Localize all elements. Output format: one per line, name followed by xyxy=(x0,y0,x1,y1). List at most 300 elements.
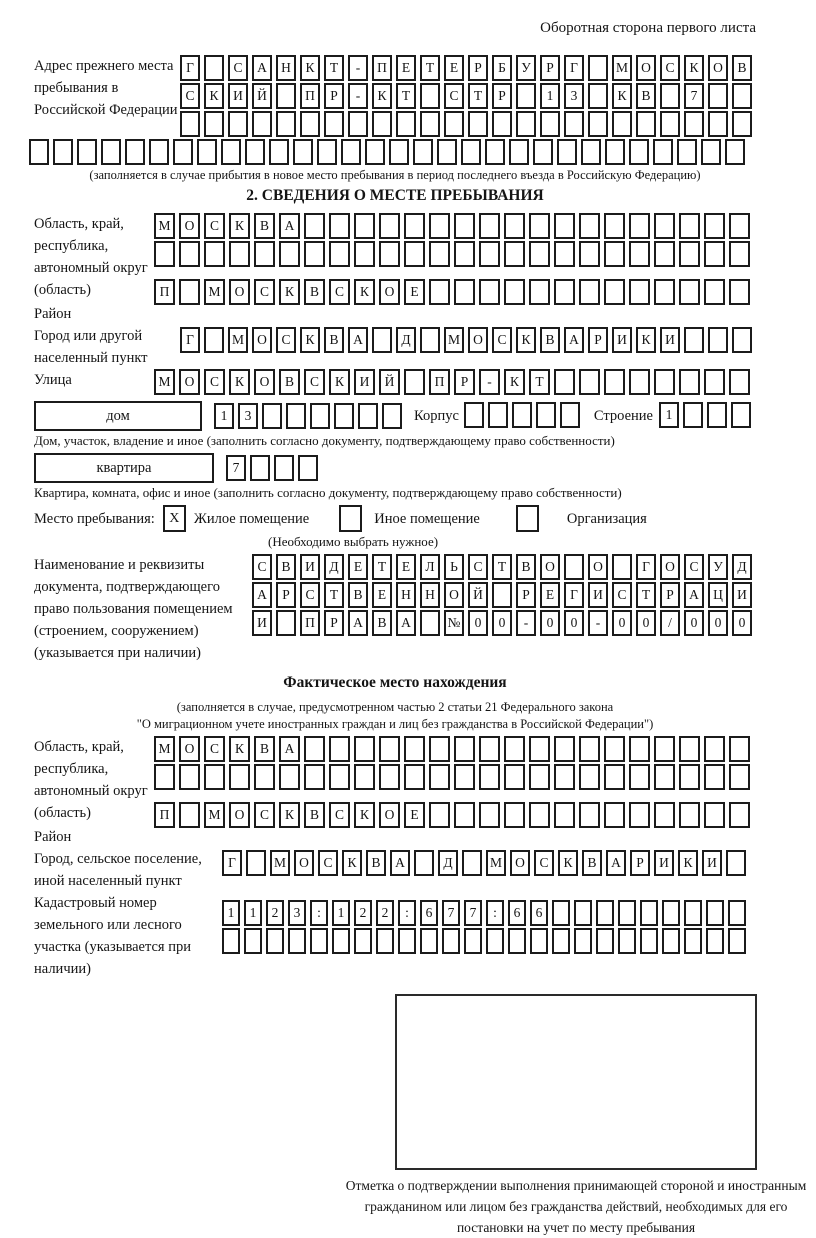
form-cell xyxy=(729,736,750,762)
factual-city-block xyxy=(34,848,756,892)
form-cell xyxy=(204,327,224,353)
form-cell xyxy=(604,764,625,790)
form-cell: Р xyxy=(516,582,536,608)
form-cell xyxy=(413,139,433,165)
form-cell xyxy=(604,241,625,267)
form-cell xyxy=(725,139,745,165)
form-cell xyxy=(197,139,217,165)
form-cell: И xyxy=(654,850,674,876)
form-cell xyxy=(596,928,614,954)
form-cell: Б xyxy=(492,55,512,81)
form-cell: Р xyxy=(630,850,650,876)
form-cell xyxy=(379,213,400,239)
form-cell: 2 xyxy=(266,900,284,926)
prev-address-row-4 xyxy=(29,139,756,165)
section2-title: 2. СВЕДЕНИЯ О МЕСТЕ ПРЕБЫВАНИЯ xyxy=(246,187,544,204)
apartment-block xyxy=(34,453,756,483)
form-cell xyxy=(464,402,484,428)
region-row-2 xyxy=(154,241,750,267)
form-cell: О xyxy=(179,213,200,239)
form-cell xyxy=(204,764,225,790)
form-cell: 0 xyxy=(540,610,560,636)
form-cell xyxy=(677,139,697,165)
form-cell: С xyxy=(204,369,225,395)
form-cell xyxy=(554,241,575,267)
form-cell xyxy=(479,241,500,267)
form-cell: С xyxy=(612,582,632,608)
form-cell xyxy=(420,111,440,137)
factual-region-row-1 xyxy=(154,736,750,762)
form-cell xyxy=(530,928,548,954)
form-cell: И xyxy=(660,327,680,353)
apartment-number-cells xyxy=(226,455,318,481)
form-cell xyxy=(729,213,750,239)
form-cell: О xyxy=(444,582,464,608)
form-cell xyxy=(180,111,200,137)
form-cell: Р xyxy=(324,83,344,109)
form-cell: Р xyxy=(588,327,608,353)
form-cell: 0 xyxy=(492,610,512,636)
form-cell: 0 xyxy=(564,610,584,636)
form-cell xyxy=(329,764,350,790)
prev-address-cells xyxy=(180,55,752,139)
form-cell: 2 xyxy=(376,900,394,926)
factual-region-row-2 xyxy=(154,764,750,790)
form-cell xyxy=(429,279,450,305)
form-cell xyxy=(204,241,225,267)
form-cell: К xyxy=(229,736,250,762)
form-cell xyxy=(726,850,746,876)
form-cell: С xyxy=(276,327,296,353)
form-cell: В xyxy=(582,850,602,876)
form-cell xyxy=(540,111,560,137)
prev-address-row-1 xyxy=(180,55,752,81)
form-cell: 0 xyxy=(684,610,704,636)
form-cell: С xyxy=(318,850,338,876)
form-cell xyxy=(728,900,746,926)
form-cell xyxy=(179,802,200,828)
form-cell xyxy=(341,139,361,165)
document-row-1 xyxy=(252,554,752,580)
form-cell: 1 xyxy=(332,900,350,926)
form-cell: - xyxy=(348,83,368,109)
form-cell: С xyxy=(204,213,225,239)
prev-address-row-3 xyxy=(180,111,752,137)
form-cell xyxy=(654,802,675,828)
form-cell xyxy=(629,764,650,790)
form-cell xyxy=(286,403,306,429)
form-cell: 3 xyxy=(564,83,584,109)
form-cell xyxy=(252,111,272,137)
stay-option-organization-label: Организация xyxy=(566,510,647,527)
form-cell xyxy=(629,279,650,305)
form-cell xyxy=(529,736,550,762)
form-cell: И xyxy=(252,610,272,636)
form-cell xyxy=(560,402,580,428)
form-cell xyxy=(324,111,344,137)
form-cell: К xyxy=(636,327,656,353)
city-label: Город или другой населенный пункт xyxy=(34,328,148,366)
form-cell xyxy=(504,241,525,267)
form-cell: М xyxy=(154,369,175,395)
form-cell: С xyxy=(660,55,680,81)
form-cell: 0 xyxy=(732,610,752,636)
cadastre-row-2 xyxy=(222,928,746,954)
form-cell: М xyxy=(270,850,290,876)
form-cell xyxy=(704,802,725,828)
form-cell: О xyxy=(379,279,400,305)
form-cell xyxy=(579,802,600,828)
form-cell xyxy=(536,402,556,428)
form-cell xyxy=(728,928,746,954)
form-cell xyxy=(404,369,425,395)
city-row xyxy=(180,327,752,353)
form-cell xyxy=(704,279,725,305)
form-cell xyxy=(704,241,725,267)
form-cell xyxy=(379,764,400,790)
form-cell: К xyxy=(300,327,320,353)
house-note: Дом, участок, владение и иное (заполнить согласно документу, подтверждающему право собственности) xyxy=(34,433,615,448)
form-cell: О xyxy=(229,279,250,305)
form-cell: У xyxy=(708,554,728,580)
form-cell: 0 xyxy=(468,610,488,636)
form-cell xyxy=(581,139,601,165)
form-cell xyxy=(179,764,200,790)
form-cell xyxy=(304,213,325,239)
form-cell: - xyxy=(479,369,500,395)
form-cell xyxy=(732,111,752,137)
form-cell xyxy=(372,327,392,353)
form-cell: 6 xyxy=(530,900,548,926)
form-cell xyxy=(354,241,375,267)
form-cell xyxy=(679,736,700,762)
form-cell xyxy=(310,928,328,954)
form-cell: А xyxy=(684,582,704,608)
form-cell xyxy=(708,111,728,137)
form-cell xyxy=(554,736,575,762)
stay-option-other-label: Иное помещение xyxy=(374,510,480,527)
form-cell xyxy=(732,327,752,353)
form-cell: : xyxy=(310,900,328,926)
form-cell: Т xyxy=(324,55,344,81)
form-cell xyxy=(660,83,680,109)
form-cell xyxy=(334,403,354,429)
form-cell: П xyxy=(154,802,175,828)
district-row xyxy=(154,279,750,305)
form-cell: В xyxy=(636,83,656,109)
form-cell: Е xyxy=(404,802,425,828)
form-cell xyxy=(512,402,532,428)
form-cell xyxy=(706,900,724,926)
form-cell xyxy=(204,55,224,81)
form-cell: И xyxy=(228,83,248,109)
form-cell: О xyxy=(379,802,400,828)
form-cell: В xyxy=(254,213,275,239)
region-row-1 xyxy=(154,213,750,239)
form-cell xyxy=(354,928,372,954)
form-cell xyxy=(529,802,550,828)
form-cell xyxy=(588,83,608,109)
stay-type-label: Место пребывания: xyxy=(34,510,155,527)
form-cell: С xyxy=(180,83,200,109)
form-cell: И xyxy=(300,554,320,580)
form-cell xyxy=(579,213,600,239)
form-cell xyxy=(454,736,475,762)
form-cell xyxy=(640,928,658,954)
form-cell xyxy=(429,802,450,828)
form-cell: К xyxy=(204,83,224,109)
form-cell: № xyxy=(444,610,464,636)
form-cell xyxy=(444,111,464,137)
form-cell xyxy=(636,111,656,137)
form-cell: Л xyxy=(420,554,440,580)
form-cell xyxy=(618,900,636,926)
form-cell xyxy=(704,369,725,395)
form-cell: Г xyxy=(564,55,584,81)
form-cell xyxy=(437,139,457,165)
form-cell: К xyxy=(229,369,250,395)
form-cell xyxy=(420,928,438,954)
form-cell: / xyxy=(660,610,680,636)
form-cell: М xyxy=(486,850,506,876)
form-cell xyxy=(701,139,721,165)
form-cell xyxy=(574,900,592,926)
form-cell: И xyxy=(354,369,375,395)
form-cell xyxy=(274,455,294,481)
form-cell: В xyxy=(372,610,392,636)
form-cell xyxy=(554,369,575,395)
form-cell xyxy=(179,241,200,267)
form-cell xyxy=(708,83,728,109)
form-cell xyxy=(729,369,750,395)
form-cell: К xyxy=(558,850,578,876)
form-cell xyxy=(354,736,375,762)
form-cell xyxy=(684,900,702,926)
form-cell: О xyxy=(660,554,680,580)
form-cell xyxy=(404,736,425,762)
form-cell xyxy=(629,369,650,395)
form-cell: В xyxy=(324,327,344,353)
form-cell xyxy=(729,764,750,790)
form-cell xyxy=(504,736,525,762)
factual-title: Фактическое место нахождения xyxy=(283,674,507,691)
form-cell: М xyxy=(444,327,464,353)
form-cell: М xyxy=(612,55,632,81)
form-cell: С xyxy=(254,802,275,828)
form-cell xyxy=(679,279,700,305)
form-cell xyxy=(354,213,375,239)
form-cell xyxy=(379,241,400,267)
form-cell: П xyxy=(372,55,392,81)
form-cell: Д xyxy=(732,554,752,580)
form-cell: С xyxy=(304,369,325,395)
form-cell: Е xyxy=(396,554,416,580)
form-cell xyxy=(246,850,266,876)
form-cell xyxy=(731,402,751,428)
form-cell xyxy=(662,928,680,954)
form-cell: Е xyxy=(540,582,560,608)
form-cell xyxy=(529,241,550,267)
form-cell: 7 xyxy=(684,83,704,109)
form-cell: 1 xyxy=(214,403,234,429)
form-cell xyxy=(504,764,525,790)
form-cell xyxy=(279,241,300,267)
stay-type-row xyxy=(34,505,756,532)
form-cell xyxy=(304,241,325,267)
form-cell: Д xyxy=(396,327,416,353)
form-cell xyxy=(310,403,330,429)
form-cell: М xyxy=(154,213,175,239)
form-cell xyxy=(329,736,350,762)
form-cell: Г xyxy=(564,582,584,608)
form-cell: Ц xyxy=(708,582,728,608)
form-cell xyxy=(317,139,337,165)
form-cell xyxy=(125,139,145,165)
form-cell xyxy=(266,928,284,954)
form-cell: С xyxy=(329,279,350,305)
form-cell xyxy=(479,764,500,790)
stamp-caption: Отметка о подтверждении выполнения принимающей стороной и иностранным гражданином или лицом без гражданства действий, необходимых для его постановки на учет по месту пребывания xyxy=(345,1178,807,1235)
form-cell xyxy=(679,802,700,828)
form-cell xyxy=(404,241,425,267)
form-cell: С xyxy=(329,802,350,828)
form-cell: М xyxy=(204,279,225,305)
form-cell: Р xyxy=(468,55,488,81)
form-cell xyxy=(479,279,500,305)
form-cell xyxy=(704,764,725,790)
form-cell xyxy=(379,736,400,762)
form-cell xyxy=(204,111,224,137)
prev-address-row-2 xyxy=(180,83,752,109)
form-cell: 1 xyxy=(540,83,560,109)
form-cell xyxy=(414,850,434,876)
form-cell xyxy=(358,403,378,429)
form-cell xyxy=(382,403,402,429)
factual-note-1: (заполняется в случае, предусмотренном частью 2 статьи 21 Федерального закона xyxy=(176,700,614,714)
form-cell: 7 xyxy=(226,455,246,481)
form-cell xyxy=(269,139,289,165)
form-cell: К xyxy=(342,850,362,876)
form-cell: О xyxy=(588,554,608,580)
form-cell: Н xyxy=(276,55,296,81)
form-cell xyxy=(276,111,296,137)
district-label: Район xyxy=(34,306,72,322)
form-cell xyxy=(354,764,375,790)
form-cell: К xyxy=(354,802,375,828)
form-cell xyxy=(276,610,296,636)
form-cell xyxy=(221,139,241,165)
form-cell: 1 xyxy=(244,900,262,926)
form-cell xyxy=(604,279,625,305)
form-cell: А xyxy=(348,610,368,636)
form-cell: К xyxy=(300,55,320,81)
document-row-2 xyxy=(252,582,752,608)
form-cell: 1 xyxy=(222,900,240,926)
stay-option-other-checkbox xyxy=(339,505,362,532)
form-cell xyxy=(154,764,175,790)
form-cell: Ь xyxy=(444,554,464,580)
form-cell xyxy=(504,213,525,239)
form-cell xyxy=(372,111,392,137)
form-cell: О xyxy=(179,369,200,395)
form-cell xyxy=(707,402,727,428)
form-cell xyxy=(605,139,625,165)
form-cell xyxy=(300,111,320,137)
form-cell: В xyxy=(540,327,560,353)
form-cell: Г xyxy=(180,327,200,353)
form-cell: В xyxy=(366,850,386,876)
form-cell: У xyxy=(516,55,536,81)
form-cell xyxy=(612,111,632,137)
form-cell xyxy=(552,928,570,954)
cadastre-row-1 xyxy=(222,900,746,926)
form-cell: 3 xyxy=(238,403,258,429)
form-cell xyxy=(420,327,440,353)
form-cell xyxy=(629,213,650,239)
form-cell: С xyxy=(252,554,272,580)
form-cell: К xyxy=(372,83,392,109)
form-cell xyxy=(245,139,265,165)
form-cell: К xyxy=(279,279,300,305)
form-cell: А xyxy=(390,850,410,876)
form-cell xyxy=(654,369,675,395)
form-cell xyxy=(604,213,625,239)
form-cell xyxy=(454,241,475,267)
form-cell: Н xyxy=(420,582,440,608)
form-cell xyxy=(468,111,488,137)
form-cell: О xyxy=(708,55,728,81)
form-cell xyxy=(429,213,450,239)
form-cell: М xyxy=(154,736,175,762)
form-cell: В xyxy=(304,279,325,305)
form-cell xyxy=(329,241,350,267)
form-cell: К xyxy=(612,83,632,109)
form-cell: С xyxy=(468,554,488,580)
form-cell xyxy=(554,802,575,828)
form-cell: С xyxy=(684,554,704,580)
form-cell xyxy=(454,802,475,828)
form-cell xyxy=(279,764,300,790)
form-cell xyxy=(612,554,632,580)
house-type-box: дом xyxy=(34,401,202,431)
form-cell: 1 xyxy=(659,402,679,428)
form-cell xyxy=(654,764,675,790)
form-cell xyxy=(486,928,504,954)
form-cell: К xyxy=(504,369,525,395)
form-cell: О xyxy=(510,850,530,876)
form-cell xyxy=(588,111,608,137)
form-cell xyxy=(332,928,350,954)
street-label: Улица xyxy=(34,372,72,388)
form-cell: Р xyxy=(492,83,512,109)
form-cell xyxy=(420,83,440,109)
region-label: Область, край, республика, автономный округ (область) xyxy=(34,216,148,298)
form-cell xyxy=(250,455,270,481)
korpus-cells xyxy=(464,402,580,428)
form-cell: Е xyxy=(396,55,416,81)
form-cell xyxy=(552,900,570,926)
form-cell xyxy=(429,764,450,790)
form-cell xyxy=(574,928,592,954)
form-cell xyxy=(376,928,394,954)
form-cell xyxy=(729,241,750,267)
form-cell xyxy=(461,139,481,165)
form-cell xyxy=(516,111,536,137)
form-cell xyxy=(173,139,193,165)
page-side-note: Оборотная сторона первого листа xyxy=(540,20,756,36)
form-cell xyxy=(389,139,409,165)
cadastre-label: Кадастровый номер земельного или лесного участка (указывается при наличии) xyxy=(34,895,191,977)
